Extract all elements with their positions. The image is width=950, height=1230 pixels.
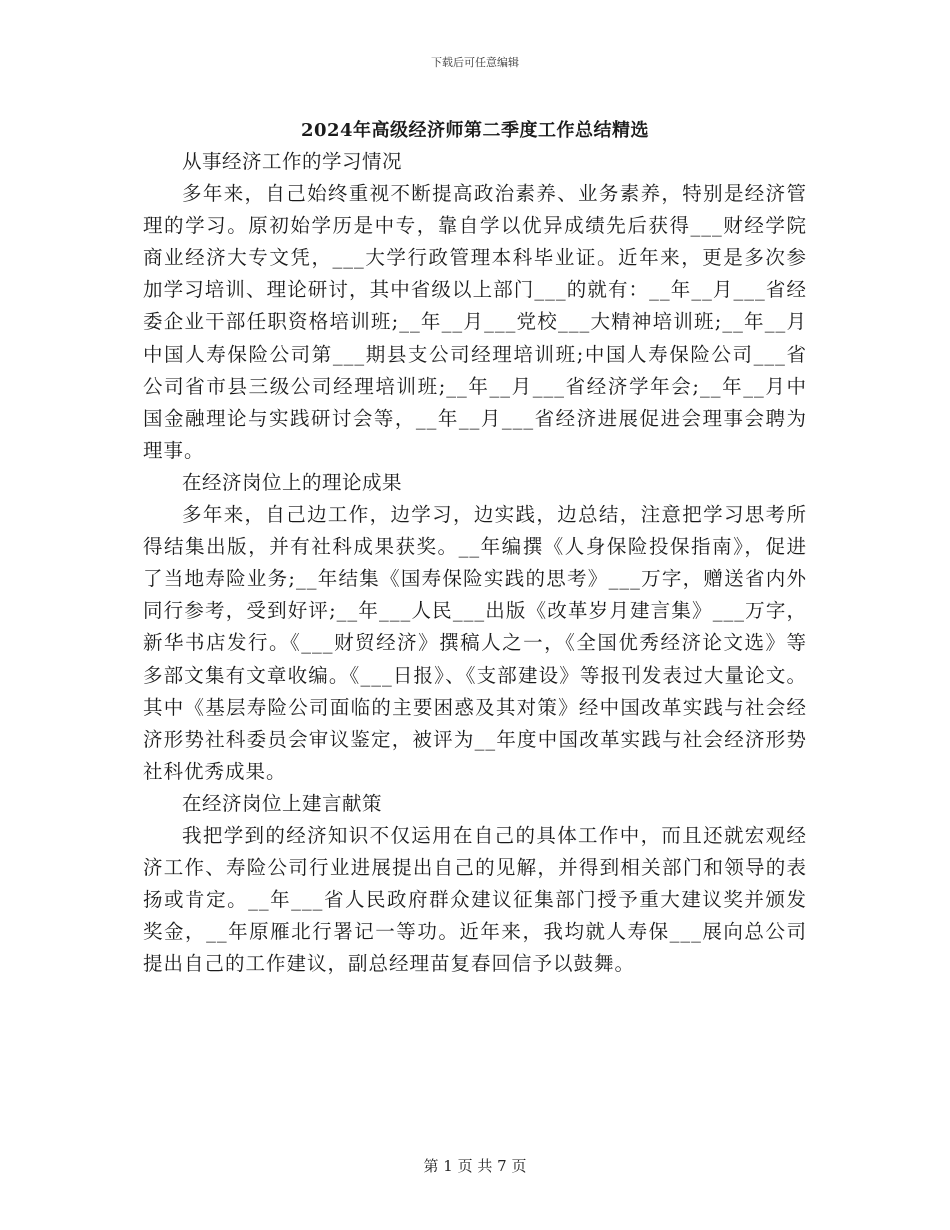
- paragraph-study: 多年来，自己始终重视不断提高政治素养、业务素养，特别是经济管理的学习。原初始学历是中专，靠自学以优异成绩先后获得___财经学院商业经济大专文凭，___大学行政管理本科毕业证。近年来，更是多次参加学习培训、理论研讨，其中省级以上部门___的就有：__年__月___省经委企业干部任职资格培训班;__年__月___党校___大精神培训班;__年__月中国人寿保险公司第___期县支公司经理培训班;中国人寿保险公司___省公司省市县三级公司经理培训班;__年__月___省经济学年会;__年__月中国金融理论与实践研讨会等，__年__月___省经济进展促进会理事会聘为理事。: [143, 182, 807, 462]
- section-heading-study: 从事经济工作的学习情况: [182, 150, 403, 173]
- document-body: [143, 146, 807, 980]
- section-heading-advice: 在经济岗位上建言献策: [182, 791, 383, 815]
- section-heading-theory: 在经济岗位上的理论成果: [182, 470, 403, 494]
- document-title: 2024年高级经济师第二季度工作总结精选: [300, 120, 650, 141]
- paragraph-advice: 我把学到的经济知识不仅运用在自己的具体工作中，而且还就宏观经济工作、寿险公司行业进展提出自己的见解，并得到相关部门和领导的表扬或肯定。__年___省人民政府群众建议征集部门授予重大建议奖并颁发奖金，__年原雁北行署记一等功。近年来，我均就人寿保___展向总公司提出自己的工作建议，副总经理苗复春回信予以鼓舞。: [143, 823, 807, 976]
- header-note: 下载后可任意编辑: [431, 56, 519, 69]
- page-number: 第 1 页 共 7 页: [423, 1157, 527, 1175]
- paragraph-theory: 多年来，自己边工作，边学习，边实践，边总结，注意把学习思考所得结集出版，并有社科成果获奖。__年编撰《人身保险投保指南》，促进了当地寿险业务;__年结集《国寿保险实践的思考》___万字，赠送省内外同行参考，受到好评;__年___人民___出版《改革岁月建言集》___万字，新华书店发行。《___财贸经济》撰稿人之一，《全国优秀经济论文选》等多部文集有文章收编。《___日报》、《支部建设》等报刊发表过大量论文。其中《基层寿险公司面临的主要困惑及其对策》经中国改革实践与社会经济形势社科委员会审议鉴定，被评为__年度中国改革实践与社会经济形势社科优秀成果。: [143, 503, 807, 783]
